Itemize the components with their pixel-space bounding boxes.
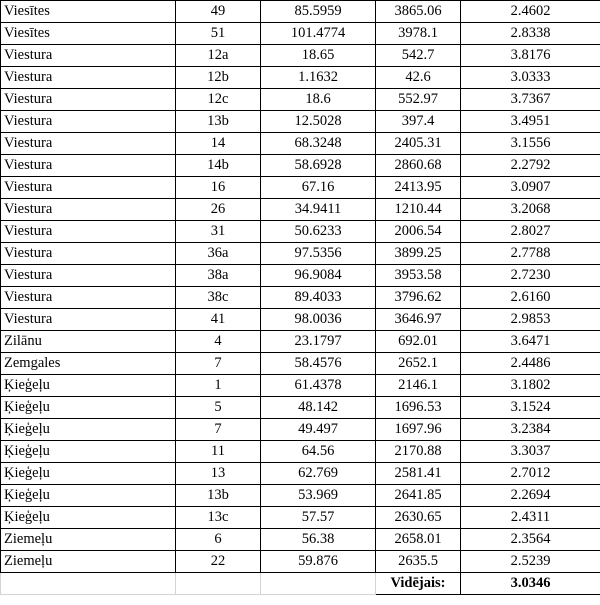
value-b-cell: 2652.1 <box>376 353 461 375</box>
street-cell: Zilānu <box>1 331 176 353</box>
value-c-cell: 2.7230 <box>461 265 600 287</box>
value-b-cell: 2581.41 <box>376 463 461 485</box>
value-b-cell: 542.7 <box>376 45 461 67</box>
number-cell: 31 <box>176 221 261 243</box>
table-row <box>1 111 600 133</box>
street-cell: Ķieģeļu <box>1 463 176 485</box>
street-cell: Ziemeļu <box>1 551 176 573</box>
street-cell: Viestura <box>1 89 176 111</box>
number-cell: 14b <box>176 155 261 177</box>
value-a-cell: 49.497 <box>261 419 376 441</box>
street-cell: Zemgales <box>1 353 176 375</box>
number-cell: 49 <box>176 1 261 23</box>
table-row <box>1 375 600 397</box>
street-cell: Viestura <box>1 67 176 89</box>
value-c-cell: 3.0333 <box>461 67 600 89</box>
value-b-cell: 2413.95 <box>376 177 461 199</box>
value-a-cell: 58.4576 <box>261 353 376 375</box>
table-row <box>1 1 600 23</box>
value-a-cell: 96.9084 <box>261 265 376 287</box>
value-c-cell: 3.1556 <box>461 133 600 155</box>
table-row <box>1 133 600 155</box>
value-a-cell: 57.57 <box>261 507 376 529</box>
value-b-cell: 2146.1 <box>376 375 461 397</box>
number-cell: 51 <box>176 23 261 45</box>
value-c-cell: 2.2792 <box>461 155 600 177</box>
value-c-cell: 3.2068 <box>461 199 600 221</box>
street-cell: Ķieģeļu <box>1 375 176 397</box>
table-row <box>1 353 600 375</box>
value-b-cell: 2170.88 <box>376 441 461 463</box>
number-cell: 12a <box>176 45 261 67</box>
table-row <box>1 23 600 45</box>
value-c-cell: 3.6471 <box>461 331 600 353</box>
table-row <box>1 89 600 111</box>
value-a-cell: 101.4774 <box>261 23 376 45</box>
value-c-cell: 3.1802 <box>461 375 600 397</box>
table-row <box>1 265 600 287</box>
street-cell: Viestura <box>1 243 176 265</box>
value-a-cell: 61.4378 <box>261 375 376 397</box>
value-c-cell: 2.8027 <box>461 221 600 243</box>
table-row <box>1 67 600 89</box>
value-c-cell: 2.8338 <box>461 23 600 45</box>
value-a-cell: 48.142 <box>261 397 376 419</box>
number-cell: 38a <box>176 265 261 287</box>
number-cell: 1 <box>176 375 261 397</box>
value-b-cell: 2658.01 <box>376 529 461 551</box>
value-a-cell: 85.5959 <box>261 1 376 23</box>
value-c-cell: 2.7788 <box>461 243 600 265</box>
street-cell: Viestura <box>1 177 176 199</box>
table-row <box>1 177 600 199</box>
value-b-cell: 1210.44 <box>376 199 461 221</box>
table-row <box>1 551 600 573</box>
value-a-cell: 53.969 <box>261 485 376 507</box>
value-b-cell: 42.6 <box>376 67 461 89</box>
table-row <box>1 309 600 331</box>
number-cell: 16 <box>176 177 261 199</box>
table-row <box>1 419 600 441</box>
value-a-cell: 58.6928 <box>261 155 376 177</box>
value-a-cell: 56.38 <box>261 529 376 551</box>
table-row <box>1 331 600 353</box>
street-cell: Viestura <box>1 155 176 177</box>
table-row <box>1 485 600 507</box>
street-cell: Ziemeļu <box>1 529 176 551</box>
value-b-cell: 552.97 <box>376 89 461 111</box>
street-cell: Ķieģeļu <box>1 441 176 463</box>
value-a-cell: 98.0036 <box>261 309 376 331</box>
number-cell: 13 <box>176 463 261 485</box>
table-row <box>1 287 600 309</box>
table-row <box>1 199 600 221</box>
average-row <box>1 573 600 595</box>
number-cell: 11 <box>176 441 261 463</box>
number-cell: 7 <box>176 353 261 375</box>
table-row <box>1 507 600 529</box>
value-a-cell: 18.65 <box>261 45 376 67</box>
value-b-cell: 3978.1 <box>376 23 461 45</box>
table-row <box>1 441 600 463</box>
value-a-cell: 97.5356 <box>261 243 376 265</box>
number-cell: 41 <box>176 309 261 331</box>
empty-cell <box>176 573 261 595</box>
number-cell: 22 <box>176 551 261 573</box>
table-row <box>1 397 600 419</box>
value-c-cell: 3.8176 <box>461 45 600 67</box>
number-cell: 36a <box>176 243 261 265</box>
value-a-cell: 89.4033 <box>261 287 376 309</box>
value-b-cell: 1697.96 <box>376 419 461 441</box>
street-cell: Ķieģeļu <box>1 485 176 507</box>
value-b-cell: 692.01 <box>376 331 461 353</box>
value-c-cell: 3.0907 <box>461 177 600 199</box>
street-cell: Viesītes <box>1 23 176 45</box>
value-b-cell: 2635.5 <box>376 551 461 573</box>
number-cell: 13c <box>176 507 261 529</box>
value-a-cell: 67.16 <box>261 177 376 199</box>
value-a-cell: 68.3248 <box>261 133 376 155</box>
value-a-cell: 1.1632 <box>261 67 376 89</box>
empty-cell <box>261 573 376 595</box>
average-label: Vidējais: <box>376 573 461 595</box>
value-c-cell: 2.4602 <box>461 1 600 23</box>
value-c-cell: 2.5239 <box>461 551 600 573</box>
value-c-cell: 2.3564 <box>461 529 600 551</box>
number-cell: 7 <box>176 419 261 441</box>
street-cell: Viestura <box>1 111 176 133</box>
value-c-cell: 2.6160 <box>461 287 600 309</box>
street-cell: Viestura <box>1 199 176 221</box>
empty-cell <box>1 573 176 595</box>
value-b-cell: 2641.85 <box>376 485 461 507</box>
value-c-cell: 3.7367 <box>461 89 600 111</box>
street-cell: Viesītes <box>1 1 176 23</box>
table-row <box>1 243 600 265</box>
number-cell: 5 <box>176 397 261 419</box>
street-cell: Viestura <box>1 265 176 287</box>
number-cell: 13b <box>176 485 261 507</box>
value-c-cell: 2.4311 <box>461 507 600 529</box>
value-a-cell: 12.5028 <box>261 111 376 133</box>
value-b-cell: 3796.62 <box>376 287 461 309</box>
value-c-cell: 2.7012 <box>461 463 600 485</box>
average-value: 3.0346 <box>461 573 600 595</box>
value-b-cell: 2630.65 <box>376 507 461 529</box>
table-body <box>1 1 600 573</box>
number-cell: 13b <box>176 111 261 133</box>
value-c-cell: 2.2694 <box>461 485 600 507</box>
table-row <box>1 221 600 243</box>
value-c-cell: 3.4951 <box>461 111 600 133</box>
number-cell: 38c <box>176 287 261 309</box>
value-a-cell: 64.56 <box>261 441 376 463</box>
street-cell: Viestura <box>1 133 176 155</box>
value-b-cell: 2006.54 <box>376 221 461 243</box>
number-cell: 12c <box>176 89 261 111</box>
value-a-cell: 50.6233 <box>261 221 376 243</box>
value-a-cell: 18.6 <box>261 89 376 111</box>
value-c-cell: 2.4486 <box>461 353 600 375</box>
value-b-cell: 3953.58 <box>376 265 461 287</box>
value-c-cell: 3.2384 <box>461 419 600 441</box>
number-cell: 12b <box>176 67 261 89</box>
street-cell: Viestura <box>1 221 176 243</box>
value-b-cell: 2860.68 <box>376 155 461 177</box>
table-row <box>1 155 600 177</box>
value-a-cell: 34.9411 <box>261 199 376 221</box>
value-b-cell: 397.4 <box>376 111 461 133</box>
value-a-cell: 59.876 <box>261 551 376 573</box>
street-cell: Viestura <box>1 309 176 331</box>
value-b-cell: 3865.06 <box>376 1 461 23</box>
number-cell: 26 <box>176 199 261 221</box>
value-c-cell: 3.1524 <box>461 397 600 419</box>
table-row <box>1 529 600 551</box>
street-cell: Ķieģeļu <box>1 397 176 419</box>
value-b-cell: 3899.25 <box>376 243 461 265</box>
number-cell: 6 <box>176 529 261 551</box>
value-b-cell: 2405.31 <box>376 133 461 155</box>
street-cell: Viestura <box>1 287 176 309</box>
value-b-cell: 1696.53 <box>376 397 461 419</box>
street-cell: Viestura <box>1 45 176 67</box>
value-b-cell: 3646.97 <box>376 309 461 331</box>
value-c-cell: 2.9853 <box>461 309 600 331</box>
value-a-cell: 23.1797 <box>261 331 376 353</box>
street-cell: Ķieģeļu <box>1 419 176 441</box>
number-cell: 14 <box>176 133 261 155</box>
value-c-cell: 3.3037 <box>461 441 600 463</box>
table-row <box>1 463 600 485</box>
value-a-cell: 62.769 <box>261 463 376 485</box>
table-row <box>1 45 600 67</box>
number-cell: 4 <box>176 331 261 353</box>
street-cell: Ķieģeļu <box>1 507 176 529</box>
